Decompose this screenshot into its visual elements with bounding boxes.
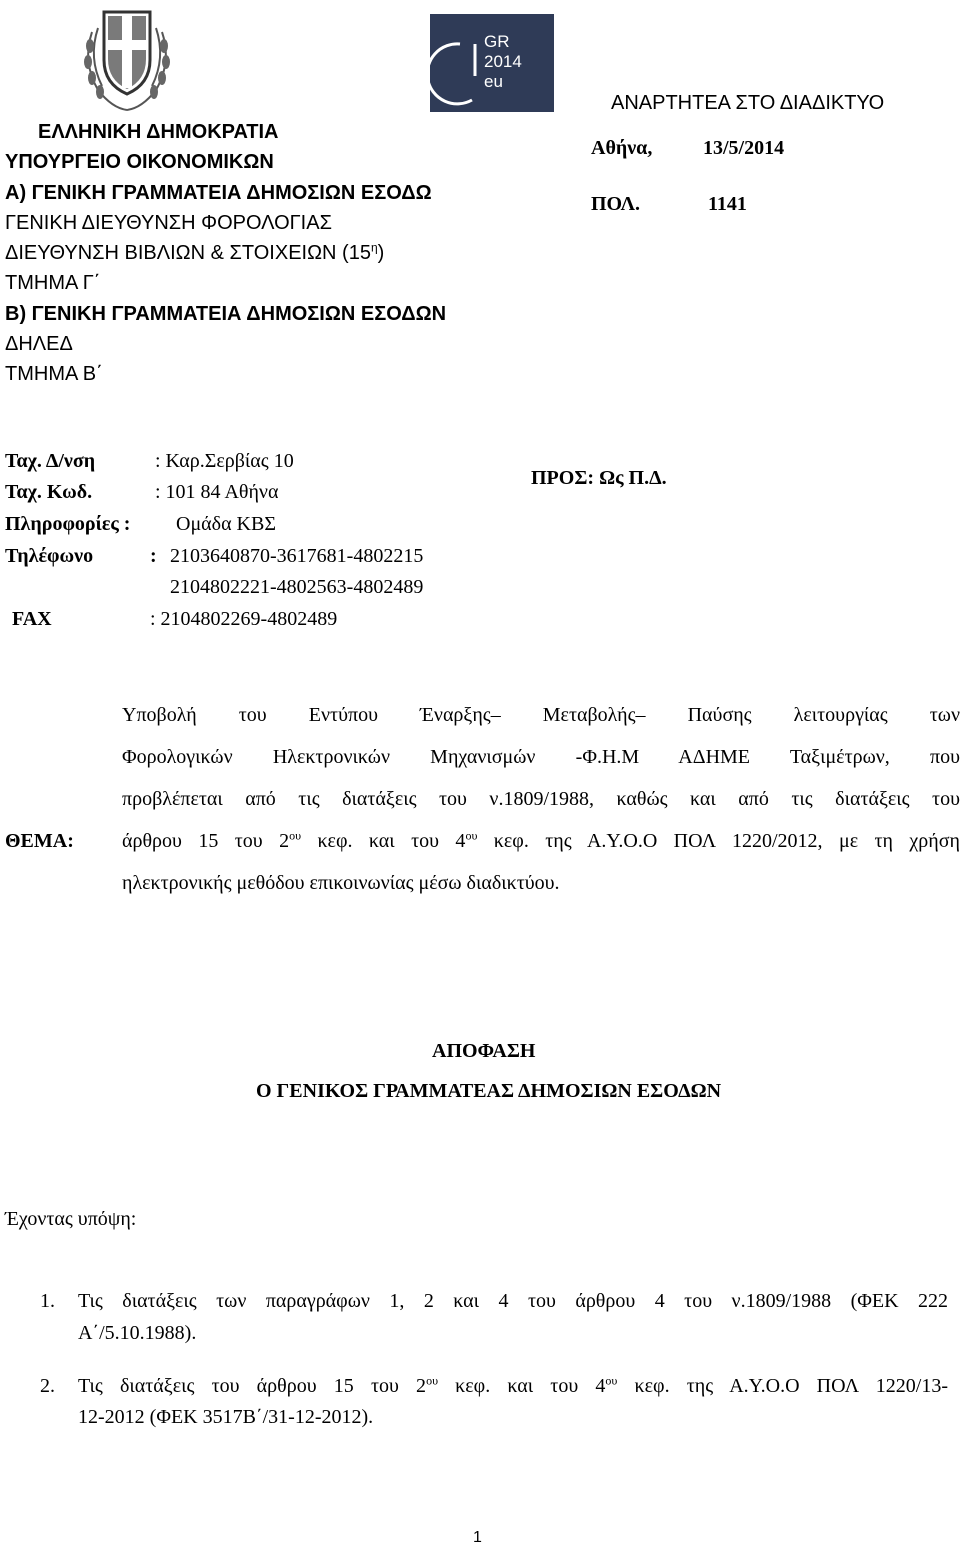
- phone-colon: :: [150, 545, 157, 567]
- info-value: Ομάδα ΚΒΣ: [176, 513, 276, 535]
- decision-subtitle: Ο ΓΕΝΙΚΟΣ ΓΡΑΜΜΑΤΕΑΣ ΔΗΜΟΣΙΩΝ ΕΣΟΔΩΝ: [256, 1080, 722, 1102]
- recipient: ΠΡΟΣ: Ως Π.Δ.: [531, 467, 667, 489]
- item-1-number: 1.: [40, 1290, 55, 1312]
- logo-text-year: 2014: [484, 52, 522, 71]
- address-label: Ταχ. Δ/νση: [5, 450, 96, 472]
- item-1-line-2: Α΄/5.10.1988).: [78, 1322, 197, 1344]
- subject-line-5: ηλεκτρονικής μεθόδου επικοινωνίας μέσω διαδικτύου.: [122, 872, 560, 894]
- fax-value: : 2104802269-4802489: [150, 608, 338, 630]
- item-2-line-1: Τις διατάξεις του άρθρου 15 του $2^{o\upsilon}$ κεφ. και του $4^{o\upsilon}$ κεφ. της Α.Υ.Ο.Ο ΠΟΛ 1220/13-: [78, 1373, 948, 1397]
- item-2-number: 2.: [40, 1375, 55, 1397]
- logo-text-eu: eu: [484, 72, 503, 91]
- org-directorate-books: ΔΙΕΥΘΥΝΣΗ ΒΙΒΛΙΩΝ & ΣΤΟΙΧΕΙΩΝ $(15^\eta)$: [5, 240, 385, 264]
- page-number: 1: [473, 1529, 482, 1546]
- subject-line-3: προβλέπεται από τις διατάξεις του ν.1809/1988, καθώς και από τις διατάξεις του: [122, 788, 960, 810]
- place-label: Αθήνα,: [591, 137, 653, 159]
- org-department-b: ΤΜΗΜΑ Β΄: [5, 363, 103, 385]
- internet-posting-notice: ΑΝΑΡΤΗΤΕΑ ΣΤΟ ΔΙΑΔΙΚΤΥΟ: [611, 92, 885, 114]
- phone-value-1: 2103640870-3617681-4802215: [170, 545, 424, 567]
- logo-text-gr: GR: [484, 32, 510, 51]
- greek-coat-of-arms-logo: [78, 2, 176, 114]
- postcode-label: Ταχ. Κωδ.: [5, 481, 93, 503]
- item-2-line-2: 12-2012 (ΦΕΚ 3517Β΄/31-12-2012).: [78, 1406, 374, 1428]
- postcode-value: : 101 84 Αθήνα: [155, 481, 279, 503]
- org-dhled: ΔΗΛΕΔ: [5, 333, 73, 355]
- org-department-c: ΤΜΗΜΑ Γ΄: [5, 272, 101, 294]
- item-1-line-1: Τις διατάξεις των παραγράφων 1, 2 και 4 του άρθρου 4 του ν.1809/1988 (ΦΕΚ 222: [78, 1290, 948, 1312]
- gr-2014-eu-logo: [430, 14, 554, 112]
- subject-line-1: Υποβολή του Εντύπου Έναρξης– Μεταβολής– Παύσης λειτουργίας των: [122, 704, 960, 726]
- phone-label: Τηλέφωνο: [5, 545, 94, 567]
- address-value: : Καρ.Σερβίας 10: [155, 450, 294, 472]
- subject-line-4: άρθρου 15 του $2^{o\upsilon}$ κεφ. και του $4^{o\upsilon}$ κεφ. της Α.Υ.Ο.Ο ΠΟΛ 1220/2012, με τη χρήση: [122, 828, 960, 852]
- org-general-secretariat-a: Α) ΓΕΝΙΚΗ ΓΡΑΜΜΑΤΕΙΑ ΔΗΜΟΣΙΩΝ ΕΣΟΔΩ: [5, 182, 432, 204]
- decision-title: ΑΠΟΦΑΣΗ: [432, 1040, 536, 1062]
- phone-value-2: 2104802221-4802563-4802489: [170, 576, 424, 598]
- subject-line-2: Φορολογικών Ηλεκτρονικών Μηχανισμών -Φ.Η.Μ ΑΔΗΜΕ Ταξιμέτρων, που: [122, 746, 960, 768]
- org-greek-republic: ΕΛΛΗΝΙΚΗ ΔΗΜΟΚΡΑΤΙΑ: [38, 121, 279, 143]
- subject-label: ΘΕΜΑ:: [5, 830, 74, 852]
- pol-number: 1141: [708, 193, 747, 215]
- org-ministry: ΥΠΟΥΡΓΕΙΟ ΟΙΚΟΝΟΜΙΚΩΝ: [5, 151, 274, 173]
- org-general-directorate: ΓΕΝΙΚΗ ΔΙΕΥΘΥΝΣΗ ΦΟΡΟΛΟΓΙΑΣ: [5, 212, 332, 234]
- document-date: 13/5/2014: [703, 137, 785, 159]
- considering-intro: Έχοντας υπόψη:: [5, 1208, 137, 1230]
- org-general-secretariat-b: Β) ΓΕΝΙΚΗ ΓΡΑΜΜΑΤΕΙΑ ΔΗΜΟΣΙΩΝ ΕΣΟΔΩΝ: [5, 303, 447, 325]
- pol-label: ΠΟΛ.: [591, 193, 640, 215]
- info-label: Πληροφορίες :: [5, 513, 131, 535]
- fax-label: FAX: [12, 608, 52, 630]
